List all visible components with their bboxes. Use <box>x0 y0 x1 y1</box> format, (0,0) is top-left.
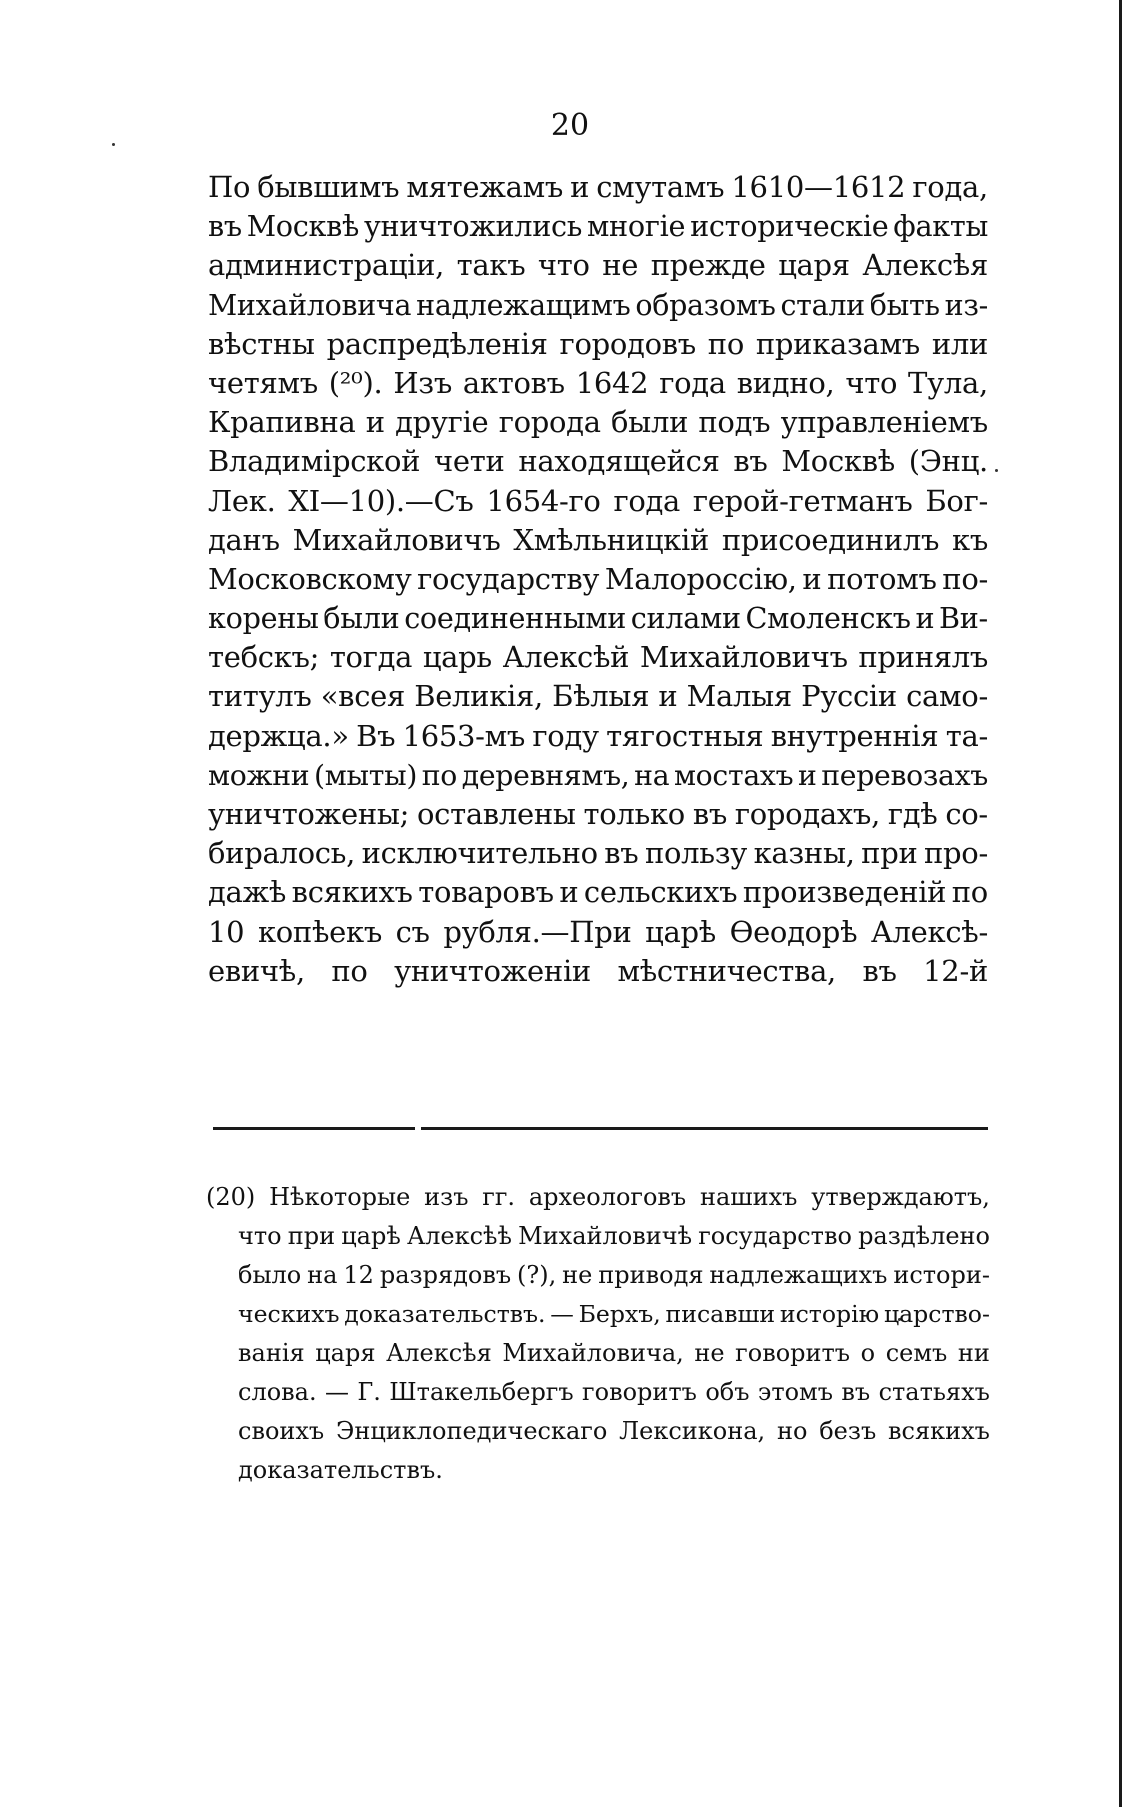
footnote-line: ческихъ доказательствъ. — Берхъ, писавши исторію царство- <box>238 1300 990 1328</box>
body-line: корены были соединенными силами Смоленскъ и Ви- <box>208 601 988 636</box>
body-line: титулъ «всея Великія, Бѣлыя и Малыя Руссіи само- <box>208 679 988 714</box>
body-line: Михайловича надлежащимъ образомъ стали быть из- <box>208 288 988 322</box>
body-line: въ Москвѣ уничтожились многіе историческіе факты <box>208 209 988 244</box>
footnote-line: доказательствъ. <box>238 1456 443 1484</box>
body-line: администраціи, такъ что не прежде царя Алексѣя <box>208 248 988 283</box>
footnote-line: ванія царя Алексѣя Михайловича, не говоритъ о семъ ни <box>238 1339 990 1367</box>
speck <box>112 143 115 146</box>
body-line: дажѣ всякихъ товаровъ и сельскихъ произведеній по <box>208 875 988 910</box>
body-line: четямъ (²⁰). Изъ актовъ 1642 года видно, что Тула, <box>208 365 988 400</box>
body-line: держца.» Въ 1653-мъ году тягостныя внутреннія та- <box>208 718 988 753</box>
footnote-line: было на 12 разрядовъ (?), не приводя надлежащихъ истори- <box>238 1261 990 1289</box>
body-line: можни (мыты) по деревнямъ, на мостахъ и перевозахъ <box>208 758 988 792</box>
body-line: Крапивна и другіе города были подъ управленіемъ <box>208 405 988 440</box>
footnote-line: что при царѣ Алексѣѣ Михайловичѣ государство раздѣлено <box>238 1222 990 1250</box>
body-line: Владимірской чети находящейся въ Москвѣ (Энц. <box>208 444 988 479</box>
separator-gap <box>415 1127 421 1130</box>
body-line: вѣстны распредѣленія городовъ по приказамъ или <box>208 326 988 361</box>
footnote <box>206 1178 990 1490</box>
page-number: 20 <box>550 108 590 143</box>
body-line: Лек. XI—10).—Съ 1654-го года герой-гетманъ Бог- <box>208 483 988 518</box>
body-line: Московскому государству Малороссію, и потомъ по- <box>208 561 988 596</box>
body-line: евичѣ, по уничтоженіи мѣстничества, въ 12-й <box>208 953 988 988</box>
footnote-line: (20) Нѣкоторые изъ гг. археологовъ нашихъ утверждаютъ, <box>206 1183 990 1211</box>
body-text <box>208 168 988 991</box>
footnote-line: своихъ Энциклопедическаго Лексикона, но безъ всякихъ <box>238 1417 990 1445</box>
body-line: тебскъ; тогда царь Алексѣй Михайловичъ принялъ <box>208 640 988 675</box>
body-line: данъ Михайловичъ Хмѣльницкій присоединилъ къ <box>208 522 988 557</box>
speck <box>995 469 998 472</box>
body-line: уничтожены; оставлены только въ городахъ, гдѣ со- <box>208 797 988 831</box>
body-line: биралось, исключительно въ пользу казны, при про- <box>208 836 988 871</box>
footnote-line: слова. — Г. Штакельбергъ говоритъ объ этомъ въ статьяхъ <box>238 1378 990 1406</box>
body-line: 10 копѣекъ съ рубля.—При царѣ Ѳеодорѣ Алексѣ- <box>208 914 988 949</box>
footnote-separator <box>213 1127 988 1130</box>
page-edge-line <box>1119 0 1122 1807</box>
body-line: По бывшимъ мятежамъ и смутамъ 1610—1612 года, <box>208 170 988 204</box>
